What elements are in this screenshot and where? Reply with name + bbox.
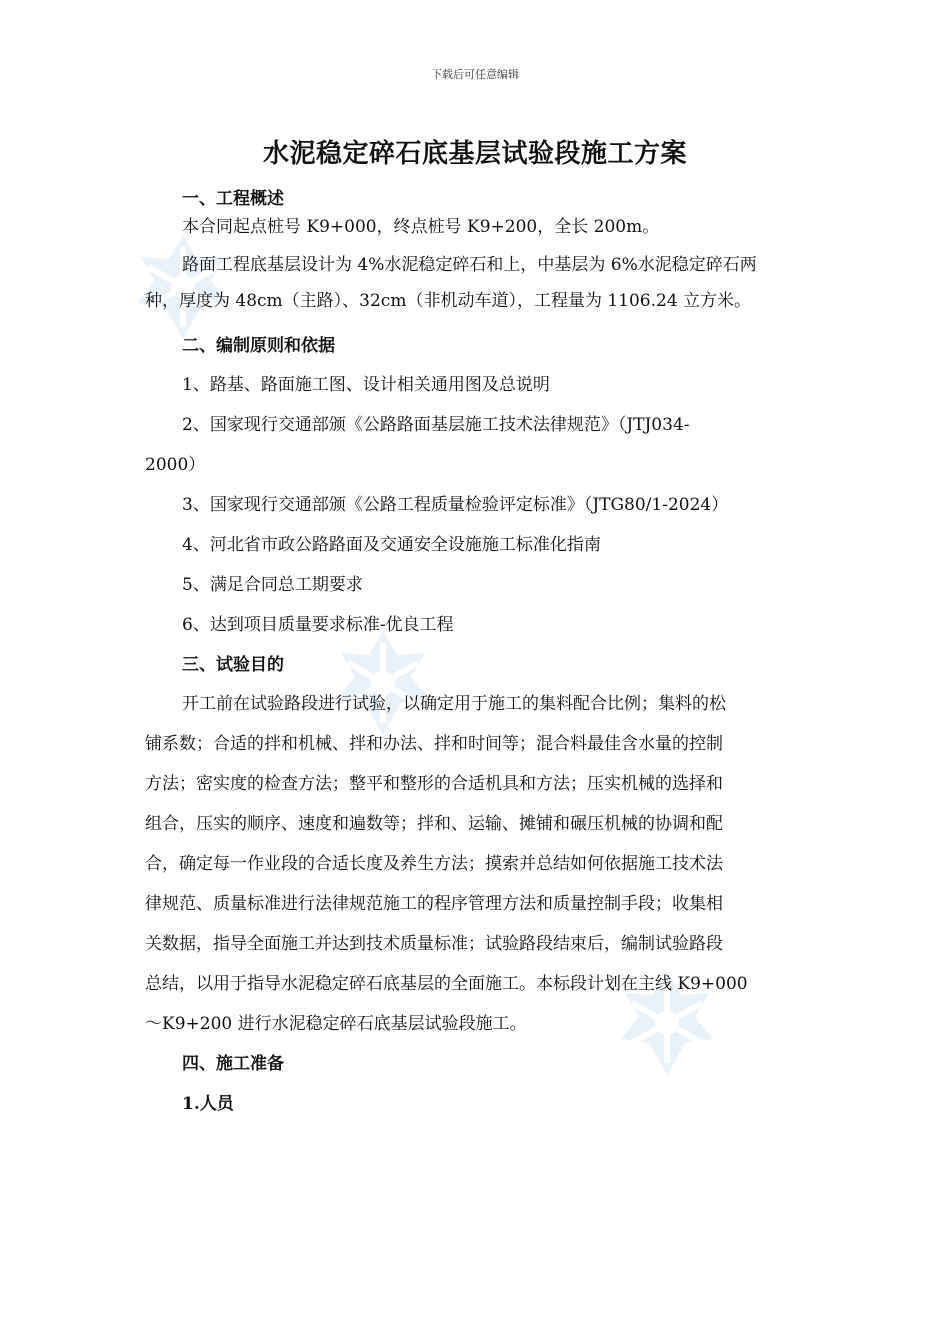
principles-item-2-line-1: 2、国家现行交通部颁《公路路面基层施工技术法律规范》（JTJ034-: [182, 415, 690, 435]
overview-paragraph-1: 本合同起点桩号 K9+000，终点桩号 K9+200，全长 200m。: [182, 217, 660, 237]
purpose-line: 组合，压实的顺序、速度和遍数等；拌和、运输、摊铺和碾压机械的协调和配: [145, 814, 723, 834]
purpose-line: 方法；密实度的检查方法；整平和整形的合适机具和方法；压实机械的选择和: [145, 774, 723, 794]
purpose-line: 铺系数；合适的拌和机械、拌和办法、拌和时间等；混合料最佳含水量的控制: [145, 734, 723, 754]
section-heading-purpose: 三、试验目的: [182, 655, 284, 675]
purpose-line: ～K9+200 进行水泥稳定碎石底基层试验段施工。: [145, 1014, 527, 1034]
principles-item-5: 5、满足合同总工期要求: [182, 575, 363, 595]
purpose-line: 合，确定每一作业段的合适长度及养生方法；摸索并总结如何依据施工技术法: [145, 854, 723, 874]
subsection-heading-personnel: 1.人员: [182, 1094, 234, 1114]
section-heading-principles: 二、编制原则和依据: [182, 336, 335, 356]
section-heading-preparation: 四、施工准备: [182, 1054, 284, 1074]
principles-item-2-line-2: 2000）: [145, 455, 206, 475]
page-title: 水泥稳定碎石底基层试验段施工方案: [262, 139, 687, 169]
section-heading-overview: 一、工程概述: [182, 189, 284, 209]
overview-paragraph-2-line-2: 种，厚度为 48cm（主路）、32cm（非机动车道），工程量为 1106.24 立方米。: [145, 291, 752, 311]
principles-item-4: 4、河北省市政公路路面及交通安全设施施工标准化指南: [182, 535, 601, 555]
purpose-line: 律规范、质量标准进行法律规范施工的程序管理方法和质量控制手段；收集相: [145, 894, 723, 914]
snowflake-logo-icon: [328, 628, 438, 738]
snowflake-logo-icon: [128, 232, 238, 342]
principles-item-1: 1、路基、路面施工图、设计相关通用图及总说明: [182, 375, 550, 395]
purpose-line: 关数据，指导全面施工并达到技术质量标准；试验路段结束后，编制试验路段: [145, 934, 723, 954]
header-note: 下载后可任意编辑: [431, 68, 519, 81]
purpose-line: 总结，以用于指导水泥稳定碎石底基层的全面施工。本标段计划在主线 K9+000: [145, 974, 748, 994]
principles-item-3: 3、国家现行交通部颁《公路工程质量检验评定标准》（JTG80/1-2024）: [182, 495, 729, 515]
overview-paragraph-2-line-1: 路面工程底基层设计为 4%水泥稳定碎石和上，中基层为 6%水泥稳定碎石两: [182, 255, 757, 275]
purpose-line: 开工前在试验路段进行试验，以确定用于施工的集料配合比例；集料的松: [182, 694, 726, 714]
principles-item-6: 6、达到项目质量要求标准-优良工程: [182, 615, 454, 635]
